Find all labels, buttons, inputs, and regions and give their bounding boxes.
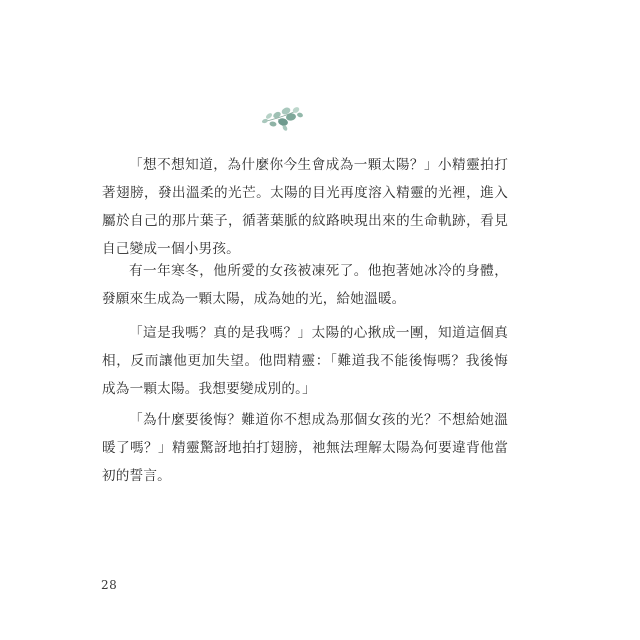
paragraph-3-block — [102, 319, 508, 403]
eucalyptus-leaves-icon — [258, 102, 308, 132]
page-number: 28 — [101, 578, 118, 592]
paragraph-2: 有一年寒冬，他所愛的女孩被凍死了。他抱著她冰冷的身體，發願來生成為一顆太陽，成為她的光，給她溫暖。 — [102, 263, 508, 307]
paragraph-4: 「為什麼要後悔？難道你不想成為那個女孩的光？不想給她溫暖了嗎？」精靈驚訝地拍打翅膀，祂無法理解太陽為何要違背他當初的誓言。 — [102, 412, 508, 484]
paragraph-1: 「想不想知道，為什麼你今生會成為一顆太陽？」小精靈拍打著翅膀，發出溫柔的光芒。太陽的目光再度溶入精靈的光裡，進入屬於自己的那片葉子，循著葉脈的紋路映現出來的生命軌跡，看見自己變成一個小男孩。 — [102, 157, 508, 257]
paragraph-1-block — [102, 151, 508, 263]
paragraph-4-block — [102, 406, 508, 490]
paragraph-2-block — [102, 257, 508, 313]
paragraph-3: 「這是我嗎？真的是我嗎？」太陽的心揪成一團，知道這個真相，反而讓他更加失望。他問精靈：「難道我不能後悔嗎？我後悔成為一顆太陽。我想要變成別的。」 — [102, 325, 508, 397]
